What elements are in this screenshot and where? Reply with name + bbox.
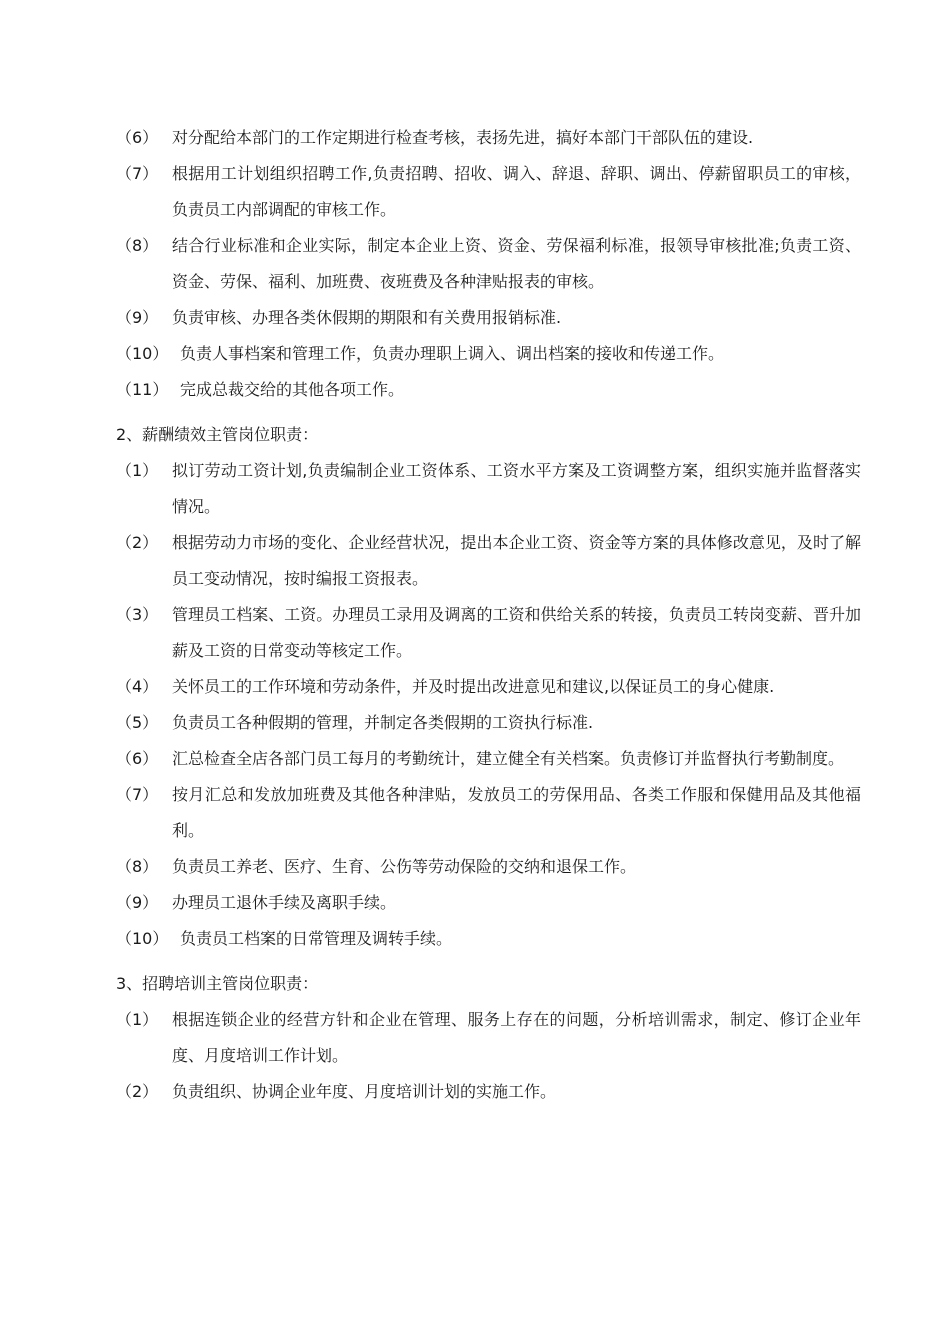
item-number: （5）: [116, 713, 159, 732]
list-item: [116, 453, 861, 525]
item-text: 对分配给本部门的工作定期进行检查考核，表扬先进，搞好本部门干部队伍的建设.: [172, 128, 754, 147]
item-text: 根据用工计划组织招聘工作,负责招聘、招收、调入、辞退、辞职、调出、停薪留职员工的审核，负责员工内部调配的审核工作。: [172, 164, 861, 219]
item-text: 拟订劳动工资计划,负责编制企业工资体系、工资水平方案及工资调整方案，组织实施并监督落实情况。: [172, 461, 861, 516]
list-item: [116, 705, 861, 741]
list-item: [116, 777, 861, 849]
item-text: 管理员工档案、工资。办理员工录用及调离的工资和供给关系的转接，负责员工转岗变薪、晋升加薪及工资的日常变动等核定工作。: [172, 605, 861, 660]
item-text: 负责组织、协调企业年度、月度培训计划的实施工作。: [172, 1082, 557, 1101]
section-heading-recruitment: 3、招聘培训主管岗位职责：: [116, 974, 319, 993]
list-item: [116, 372, 861, 408]
section-heading-salary: 2、薪酬绩效主管岗位职责：: [116, 425, 319, 444]
list-item: [116, 120, 861, 156]
item-text: 负责员工各种假期的管理，并制定各类假期的工资执行标准.: [172, 713, 594, 732]
list-item: [116, 525, 861, 597]
item-number: （9）: [116, 308, 159, 327]
item-number: （9）: [116, 893, 159, 912]
item-text: 负责员工档案的日常管理及调转手续。: [180, 929, 453, 948]
item-text: 完成总裁交给的其他各项工作。: [180, 380, 405, 399]
duty-list-3: [116, 1002, 861, 1110]
item-number: （3）: [116, 605, 159, 624]
item-number: （6）: [116, 749, 159, 768]
list-item: [116, 921, 861, 957]
item-number: （1）: [116, 1010, 159, 1029]
item-text: 根据劳动力市场的变化、企业经营状况，提出本企业工资、资金等方案的具体修改意见，及时了解员工变动情况，按时编报工资报表。: [172, 533, 861, 588]
list-item: [116, 228, 861, 300]
document-body: [116, 120, 861, 1110]
item-number: （8）: [116, 236, 159, 255]
list-item: [116, 741, 861, 777]
list-item: [116, 849, 861, 885]
list-item: [116, 156, 861, 228]
item-text: 负责员工养老、医疗、生育、公伤等劳动保险的交纳和退保工作。: [172, 857, 637, 876]
list-item: [116, 669, 861, 705]
duty-list-2: [116, 453, 861, 957]
list-item: [116, 1074, 861, 1110]
item-number: （7）: [116, 164, 159, 183]
item-number: （2）: [116, 1082, 159, 1101]
duty-list-1: [116, 120, 861, 408]
item-text: 负责人事档案和管理工作，负责办理职上调入、调出档案的接收和传递工作。: [180, 344, 725, 363]
item-number: （7）: [116, 785, 159, 804]
item-text: 汇总检查全店各部门员工每月的考勤统计，建立健全有关档案。负责修订并监督执行考勤制度。: [172, 749, 845, 768]
item-number: （2）: [116, 533, 159, 552]
item-text: 根据连锁企业的经营方针和企业在管理、服务上存在的问题，分析培训需求，制定、修订企业年度、月度培训工作计划。: [172, 1010, 861, 1065]
item-text: 关怀员工的工作环境和劳动条件，并及时提出改进意见和建议,以保证员工的身心健康.: [172, 677, 775, 696]
item-number: （6）: [116, 128, 159, 147]
list-item: [116, 597, 861, 669]
item-number: （11）: [116, 380, 169, 399]
list-item: [116, 336, 861, 372]
item-text: 结合行业标准和企业实际，制定本企业上资、资金、劳保福利标准，报领导审核批准;负责工资、资金、劳保、福利、加班费、夜班费及各种津贴报表的审核。: [172, 236, 861, 291]
item-number: （8）: [116, 857, 159, 876]
item-number: （10）: [116, 929, 169, 948]
item-text: 办理员工退休手续及离职手续。: [172, 893, 397, 912]
item-number: （10）: [116, 344, 169, 363]
list-item: [116, 300, 861, 336]
list-item: [116, 1002, 861, 1074]
item-number: （1）: [116, 461, 159, 480]
item-text: 按月汇总和发放加班费及其他各种津贴，发放员工的劳保用品、各类工作服和保健用品及其他福利。: [172, 785, 861, 840]
list-item: [116, 885, 861, 921]
item-text: 负责审核、办理各类休假期的期限和有关费用报销标准.: [172, 308, 562, 327]
item-number: （4）: [116, 677, 159, 696]
